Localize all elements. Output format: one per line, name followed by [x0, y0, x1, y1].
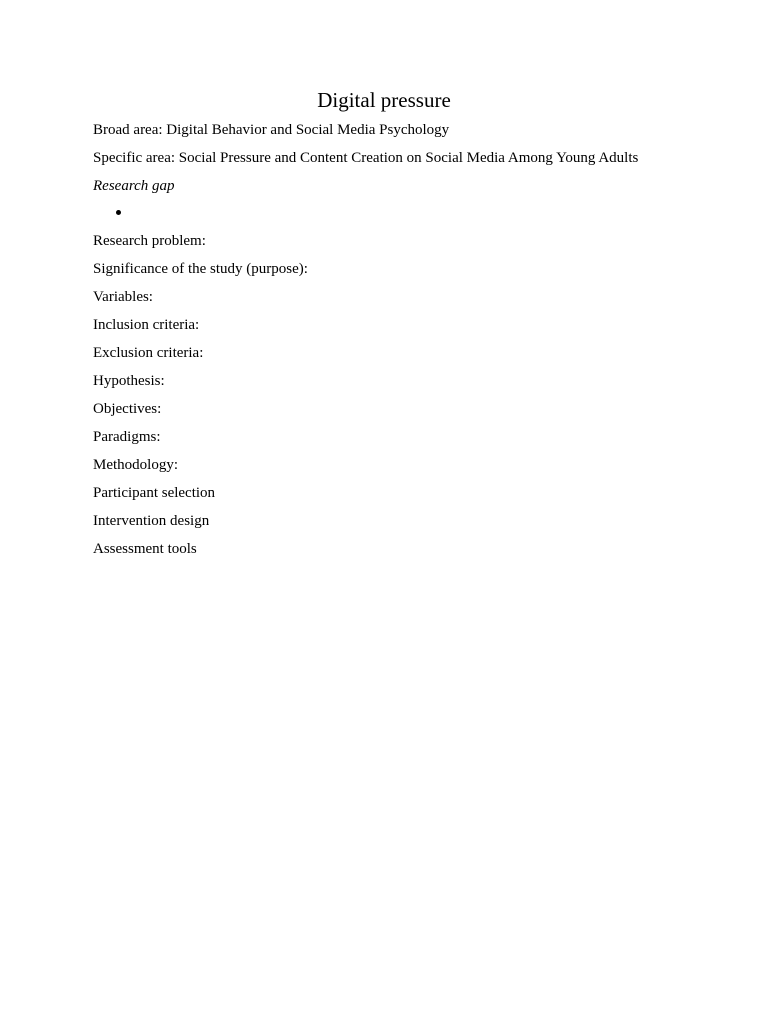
hypothesis-line: Hypothesis: [93, 373, 165, 389]
research-gap-heading: Research gap [93, 178, 175, 194]
methodology-line: Methodology: [93, 457, 178, 473]
research-gap-bullet-item [93, 203, 693, 223]
inclusion-criteria-line: Inclusion criteria: [93, 317, 200, 333]
paradigms-line: Paradigms: [93, 429, 161, 445]
research-problem-line: Research problem: [93, 233, 206, 249]
participant-selection-line: Participant selection [93, 485, 216, 501]
assessment-tools-line: Assessment tools [93, 541, 197, 557]
document-page [93, 84, 693, 559]
broad-area-line: Broad area: Digital Behavior and Social Media Psychology [93, 122, 450, 138]
objectives-line: Objectives: [93, 401, 162, 417]
document-title: Digital pressure [317, 88, 451, 112]
significance-line: Significance of the study (purpose): [93, 261, 308, 277]
specific-area-line: Specific area: Social Pressure and Content Creation on Social Media Among Young Adults [93, 150, 639, 166]
bullet-point-icon [116, 210, 121, 215]
intervention-design-line: Intervention design [93, 513, 210, 529]
variables-line: Variables: [93, 289, 153, 305]
exclusion-criteria-line: Exclusion criteria: [93, 345, 204, 361]
